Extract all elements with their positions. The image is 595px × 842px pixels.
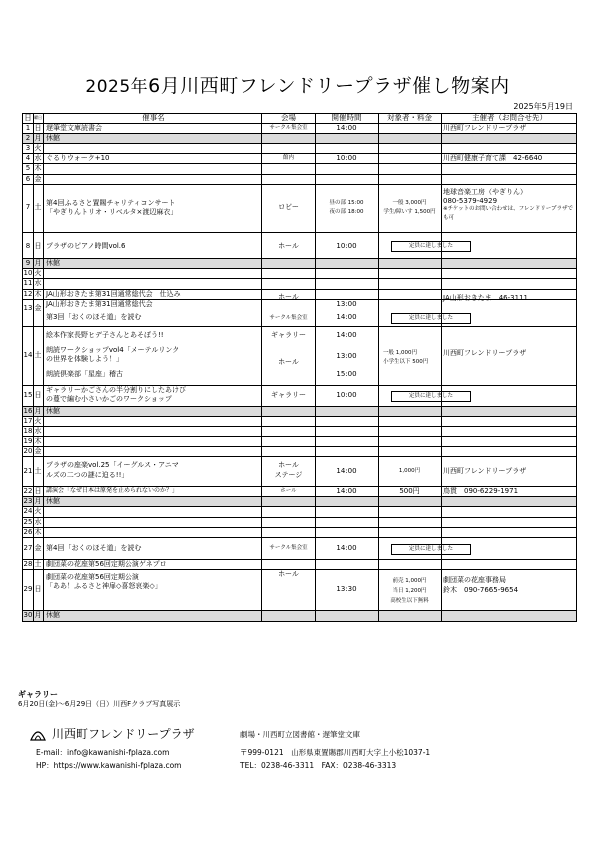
venue: ギャラリー [271, 330, 306, 339]
event-cell: 休館 [43, 407, 262, 416]
time: 13:00 [336, 351, 357, 360]
table-row-8 [23, 233, 576, 259]
day: 7 [25, 202, 31, 211]
full-capacity-badge: 定員に達しました [391, 313, 471, 324]
venue: ホール [278, 460, 299, 469]
fee: 1,000円 [398, 467, 421, 474]
table-row [23, 447, 576, 457]
header-cell: 曜日 [33, 114, 44, 123]
header-cell: 対象者・料金 [378, 114, 442, 123]
time-cell [315, 269, 379, 278]
venue-cell [262, 134, 316, 143]
venue-cell [262, 144, 316, 153]
time: 13:30 [336, 585, 357, 594]
email[interactable]: E-mail：info@kawanishi-fplaza.com [36, 748, 170, 757]
organizer-cell [441, 259, 576, 268]
time: 15:00 [336, 369, 357, 378]
time-cell [315, 164, 379, 173]
website[interactable]: HP：https://www.kawanishi-fplaza.com [36, 761, 182, 770]
weekday-cell: 火 [33, 144, 44, 153]
time-cell [315, 447, 379, 456]
full-capacity-badge: 定員に達しました [391, 544, 471, 555]
day-cell: 11 [23, 279, 33, 288]
venue-cell [262, 447, 316, 456]
time-cell [315, 134, 379, 143]
venue: サークル集会室 [269, 314, 308, 321]
time-cell: 14:00 [315, 124, 379, 133]
gallery-label: ギャラリー [18, 690, 58, 699]
table-row-27 [23, 538, 576, 560]
venue: ホール [278, 570, 299, 579]
table-row [23, 134, 576, 144]
phone-fax: TEL：0238-46-3311 FAX：0238-46-3313 [240, 761, 397, 770]
organizer-cell [441, 407, 576, 416]
table-row [23, 528, 576, 538]
venue-cell [262, 427, 316, 436]
cell-border [441, 611, 576, 620]
weekday-cell: 月 [33, 407, 44, 416]
time-cell [315, 497, 379, 506]
weekday-cell: 火 [33, 417, 44, 426]
weekday: 日 [34, 241, 42, 250]
organizer: 地球音楽工房（やぎりん） [443, 187, 527, 196]
event-cell: 遅筆堂文庫読書会 [43, 124, 262, 133]
organizer-note: ※チケットのお問い合わせは、フレンドリープラザでも可 [443, 205, 573, 221]
fee-cell [378, 528, 442, 537]
event-cell [43, 437, 262, 446]
event-cell [43, 447, 262, 456]
organizer-cell: 鳥貫 090-6229-1971 [443, 487, 519, 496]
fee-cell [378, 497, 442, 506]
event-cell [43, 269, 262, 278]
header-cell: 日 [23, 114, 34, 123]
cell-border [441, 560, 576, 569]
table-row [23, 154, 576, 164]
fee-cell [378, 437, 442, 446]
event-cell [43, 164, 262, 173]
time: 10:00 [336, 241, 357, 250]
venue-cell: ホール [262, 487, 316, 496]
table-row [23, 518, 576, 528]
day-cell: 5 [23, 164, 34, 173]
header-cell: 催事名 [43, 114, 262, 123]
time-cell: 14:00 [315, 487, 379, 496]
organizer-cell [441, 528, 576, 537]
weekday: 月 [34, 611, 42, 620]
event-title: プラザのピアノ時間vol.6 [46, 241, 126, 250]
event-cell [43, 144, 262, 153]
time-cell [315, 417, 379, 426]
event-title: 第3回「おくのほそ道」を読む [46, 312, 142, 321]
weekday: 土 [34, 560, 42, 569]
event-title: JA山形おきたま第31回通常総代会 [46, 299, 153, 308]
time-cell [315, 528, 379, 537]
fee-cell [378, 164, 442, 173]
table-row [23, 124, 576, 134]
venue-cell [262, 437, 316, 446]
table-row-15 [23, 386, 576, 406]
table-row [23, 269, 576, 279]
organizer-cell [441, 447, 576, 456]
day-cell: 2 [23, 134, 34, 143]
venue-cell: サークル集会室 [262, 124, 316, 133]
organizer-cell [441, 417, 576, 426]
weekday-cell: 月 [33, 259, 44, 268]
organizer-cell [441, 437, 576, 446]
time-cell [315, 259, 379, 268]
fee-cell [378, 518, 442, 527]
day-cell: 22 [23, 487, 33, 496]
venue: ホール [278, 241, 299, 250]
fee-cell [378, 144, 442, 153]
weekday-cell: 日 [33, 487, 44, 496]
venue-cell [262, 497, 316, 506]
event-title: プラザの座楽vol.25「イーグルス・アニマ [46, 460, 179, 469]
cell-border [378, 290, 442, 299]
table-row-29 [23, 570, 576, 611]
fee-cell: 500円 [378, 487, 442, 496]
venue: ホール [278, 292, 299, 301]
fee: 学生/障いす 1,500円 [383, 208, 436, 215]
fee-cell [378, 269, 442, 278]
organizer: 川西町フレンドリープラザ [443, 348, 527, 357]
day: 29 [23, 585, 33, 594]
event-cell [43, 518, 262, 527]
plaza-logo-icon [30, 727, 46, 741]
day: 15 [23, 391, 33, 400]
time-cell: 10:00 [315, 154, 379, 163]
time-cell [315, 518, 379, 527]
table-row-21 [23, 457, 576, 487]
weekday-cell: 木 [33, 164, 44, 173]
organizer-cell [441, 175, 576, 184]
day-cell: 23 [23, 497, 33, 506]
event-title: 第4回ふるさと置賜チャリティコンサート [46, 198, 176, 207]
day-cell: 10 [23, 269, 33, 278]
day-cell: 3 [23, 144, 34, 153]
day-cell: 20 [23, 446, 33, 455]
table-row [23, 279, 576, 289]
event-title: 劇団菜の花座第56回定期公演ゲネプロ [46, 560, 167, 569]
event-cell: 休館 [43, 259, 262, 268]
org-name: 川西町フレンドリープラザ [52, 727, 195, 741]
venue-cell [262, 518, 316, 527]
time: 14:00 [336, 330, 357, 339]
day: 14 [23, 350, 33, 359]
table-row-14 [23, 327, 576, 386]
venue: ロビー [278, 202, 299, 211]
venue-cell [262, 269, 316, 278]
weekday-cell: 金 [33, 447, 44, 456]
time: 14:00 [336, 312, 357, 321]
fee: 小学生以下 500円 [383, 358, 429, 365]
time-cell [315, 507, 379, 516]
event-cell [43, 417, 262, 426]
table-row [23, 259, 576, 269]
table-row-30 [23, 611, 576, 621]
day-cell: 16 [23, 406, 33, 415]
organizer-cell [441, 144, 576, 153]
day-cell: 4 [23, 154, 34, 163]
venue: ギャラリー [271, 391, 306, 400]
event-cell: 講演会「なぜ日本は原発を止められないのか？」 [43, 487, 262, 496]
table-row [23, 507, 576, 517]
time: 13:00 [336, 299, 357, 308]
weekday-cell: 火 [33, 507, 44, 516]
title-year: 2025年 [85, 77, 149, 97]
weekday-cell: 日 [33, 124, 44, 133]
fee-cell [378, 124, 442, 133]
weekday-cell: 金 [33, 175, 44, 184]
organizer-cell [441, 518, 576, 527]
venue-cell [262, 164, 316, 173]
weekday: 土 [34, 202, 42, 211]
table-row [23, 144, 576, 154]
org-logo [30, 725, 195, 742]
time-cell [315, 427, 379, 436]
organizer-cell [441, 134, 576, 143]
weekday: 土 [34, 466, 42, 475]
event-title: 劇団菜の花座第56回定期公演 [46, 573, 139, 582]
day-cell: 24 [23, 507, 33, 516]
fee-cell [378, 507, 442, 516]
table-row [23, 407, 576, 417]
event-cell [43, 507, 262, 516]
cell-border [315, 560, 379, 569]
venues: 劇場・川西町立図書館・遅筆堂文庫 [240, 730, 360, 739]
weekday: 木 [34, 289, 42, 298]
header-cell: 会場 [262, 114, 316, 123]
organizer-phone: 080-5379-4929 [443, 196, 498, 205]
title-main: 6月川西町フレンドリープラザ催し物案内 [148, 75, 510, 97]
table-row [23, 427, 576, 437]
full-capacity-badge: 定員に達しました [391, 391, 471, 402]
fee-cell [378, 447, 442, 456]
weekday-cell: 木 [33, 528, 44, 537]
organizer-cell [441, 279, 576, 288]
day-cell: 17 [23, 416, 33, 425]
fee-cell [378, 279, 442, 288]
event-title: ギャラリーかごさんの半分割りにしたあけび [46, 386, 186, 395]
table-row [23, 417, 576, 427]
organizer-cell: 川西町フレンドリープラザ [443, 124, 527, 133]
day: 27 [23, 543, 33, 552]
cell-border [378, 560, 442, 569]
day-cell: 19 [23, 436, 33, 445]
event-cell [43, 279, 262, 288]
day: 8 [25, 241, 31, 250]
weekday: 金 [34, 303, 42, 312]
cell-border [315, 290, 379, 299]
event-subtitle: 「やぎりんトリオ・リベルタ×渡辺麻衣」 [46, 207, 178, 216]
cell-border [378, 611, 442, 620]
day-cell: 18 [23, 426, 33, 435]
time-cell [315, 407, 379, 416]
gallery-text: 6月20日(金)～6月29日（日）川西Fクラブ写真展示 [18, 700, 181, 708]
event-title: の蔓で編む小さいかごのワークショップ [46, 395, 172, 404]
day: 28 [23, 560, 33, 569]
organizer: JA山形おきたま 46-3111 [443, 293, 528, 302]
event-title: 朗読倶楽部「星座」稽古 [46, 369, 123, 378]
weekday-cell: 水 [33, 427, 44, 436]
time-cell [315, 144, 379, 153]
time: 10:00 [336, 391, 357, 400]
organizer-cell [441, 497, 576, 506]
organizer-cell [441, 269, 576, 278]
venue-cell [262, 279, 316, 288]
page-title [0, 71, 595, 98]
fee: 当日 1,200円 [392, 588, 427, 595]
event-cell: ぐるりウォーク+10 [43, 154, 262, 163]
table-row [23, 437, 576, 447]
event-title: 朗読ワークショップvol4「メーテルリンク [46, 345, 180, 354]
table-row-7 [23, 185, 576, 233]
organizer: 劇団菜の花座事務局 [443, 576, 506, 585]
organizer: 川西町フレンドリープラザ [443, 466, 527, 475]
venue-cell [262, 407, 316, 416]
weekday: 土 [34, 350, 42, 359]
schedule-table [22, 113, 577, 622]
fee-cell [378, 134, 442, 143]
table-row-28 [23, 560, 576, 570]
organizer-cell [441, 507, 576, 516]
table-header [23, 114, 576, 124]
fee: 前売 1,000円 [392, 578, 427, 585]
organizer-cell: 川西町健康子育て課 42-6640 [443, 154, 543, 163]
fee-cell [378, 259, 442, 268]
event-cell: 休館 [43, 134, 262, 143]
venue-cell [262, 507, 316, 516]
venue: ステージ [274, 470, 303, 479]
issue-date: 2025年5月19日 [513, 102, 573, 111]
day-cell: 25 [23, 517, 33, 526]
cell-border [262, 560, 316, 569]
event-title: 第4回「おくのほそ道」を読む [46, 543, 142, 552]
weekday-cell: 木 [33, 437, 44, 446]
weekday: 日 [34, 391, 42, 400]
weekday: 日 [34, 585, 42, 594]
time-cell [315, 437, 379, 446]
fee-cell [378, 407, 442, 416]
day: 30 [23, 611, 33, 620]
event-title: 休館 [46, 611, 60, 620]
event-cell [43, 175, 262, 184]
time: 14:00 [336, 466, 357, 475]
fee-cell [378, 427, 442, 436]
weekday-cell: 水 [33, 279, 44, 288]
event-cell [43, 528, 262, 537]
day-cell: 26 [23, 527, 33, 536]
fee: 一般 1,000円 [383, 349, 417, 356]
table-row [23, 497, 576, 507]
table-row [23, 487, 576, 497]
weekday-cell: 水 [33, 154, 44, 163]
weekday: 金 [34, 543, 42, 552]
time-cell [315, 279, 379, 288]
event-title: 「ああ！ふるさと神扉◇喜怒哀楽◇」 [46, 582, 162, 591]
venue-cell [262, 417, 316, 426]
event-title: の世界を体験しよう！」 [46, 354, 123, 363]
address: 〒999-0121 山形県東置賜郡川西町大字上小松1037-1 [240, 748, 431, 757]
event-title: ルズの二つの謎に迫る!!」 [46, 470, 129, 479]
full-capacity-badge: 定員に達しました [391, 241, 471, 252]
cell-border [262, 611, 316, 620]
fee-cell [378, 154, 442, 163]
time: 昼の部 15:00 [329, 199, 364, 206]
venue-cell [262, 528, 316, 537]
cell-border [315, 611, 379, 620]
organizer-cell [441, 164, 576, 173]
table-row [23, 164, 576, 174]
day: 13 [23, 303, 33, 312]
fee: 高校生以下無料 [390, 598, 429, 605]
fee: 一般 3,000円 [392, 199, 427, 206]
table-row [23, 175, 576, 185]
time-cell [315, 175, 379, 184]
fee-cell [378, 175, 442, 184]
venue-cell [262, 259, 316, 268]
header-cell: 主催者（お問合せ先） [472, 114, 547, 122]
time: 14:00 [336, 543, 357, 552]
day: 12 [23, 289, 33, 298]
weekday-cell: 月 [33, 497, 44, 506]
day-cell: 6 [23, 175, 34, 184]
event-cell: 休館 [43, 497, 262, 506]
event-cell [43, 427, 262, 436]
event-title: 絵本作家長野ヒデ子さんとあそぼう!! [46, 330, 164, 339]
weekday-cell: 水 [33, 518, 44, 527]
organizer-phone: 鈴木 090-7665-9654 [443, 586, 519, 595]
cell-border [43, 611, 262, 620]
day: 21 [23, 466, 33, 475]
event-title: JA山形おきたま第31回通常総代会 仕込み [46, 289, 181, 298]
venue-cell [262, 175, 316, 184]
day-cell: 1 [23, 124, 34, 133]
day-cell: 9 [23, 259, 34, 268]
time: 夜の部 18:00 [329, 208, 364, 215]
venue-cell: 館内 [262, 154, 316, 163]
venue: サークル集会室 [269, 544, 308, 551]
organizer-cell [441, 427, 576, 436]
weekday-cell: 月 [33, 134, 44, 143]
header-cell: 開催時間 [315, 114, 379, 123]
weekday-cell: 火 [33, 269, 44, 278]
venue: ホール [278, 357, 299, 366]
fee-cell [378, 417, 442, 426]
